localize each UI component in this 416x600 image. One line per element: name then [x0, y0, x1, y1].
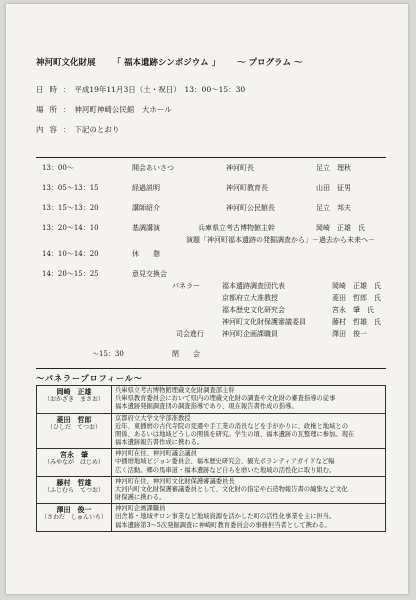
profile-desc-cell	[112, 386, 386, 414]
profile-line: 兵庫県教育委員会において県内の埋蔵文化財の調査や文化財の審査指導の従事	[115, 395, 336, 403]
date-value: 平成19年11月3日（土・祝日） 13：00～15：30	[74, 85, 246, 94]
schedule-item: 基調講演	[132, 224, 160, 232]
profile-kana: （さわだ しゅんいち）	[40, 514, 107, 522]
profile-row	[37, 386, 386, 414]
panel-member	[36, 294, 386, 306]
profile-name: 菱田 哲郎	[56, 414, 92, 424]
panel-member-role: 福本遺跡調査団代表	[222, 282, 285, 290]
schedule-row	[36, 184, 386, 198]
event-title: 「 福本遺跡シンポジウム 」	[112, 58, 221, 68]
panel-member	[36, 318, 386, 330]
panel-member-name: 藤村 哲雄 氏	[332, 318, 381, 326]
schedule-item: 経過説明	[132, 184, 160, 192]
panel-member-name: 澤田 俊一	[332, 330, 367, 338]
profile-kana: （ふじむら てつお）	[43, 486, 104, 494]
schedule-time: 14：10～14：20	[42, 250, 99, 258]
profile-name-cell	[37, 504, 112, 532]
schedule-item: 講師紹介	[132, 204, 160, 212]
date-line	[36, 84, 245, 95]
profile-line: 兵庫県立考古博物館埋蔵文化財調査部主幹	[115, 387, 235, 394]
schedule-name: 足立 理秋	[316, 164, 351, 172]
profile-line: 近年、東播磨の古代寺院の変遷や手工業の消長などを手がかりに、政権と地域との	[115, 422, 348, 430]
schedule-role: 兵庫県立考古博物館主幹	[198, 224, 275, 232]
profile-desc-cell	[112, 476, 386, 504]
schedule-role: 神河町長	[226, 164, 254, 172]
profile-line: 神河町企画課職員	[115, 505, 166, 513]
date-label: 日時：	[36, 85, 77, 94]
profile-row	[37, 413, 386, 449]
schedule-name: 足立 邦夫	[316, 204, 351, 212]
schedule-name: 山田 征男	[316, 184, 351, 192]
schedule-role: 神河町教育長	[226, 184, 268, 192]
profile-name-cell	[37, 386, 112, 414]
profile-table	[36, 385, 386, 532]
profile-name: 澤田 俊一	[56, 505, 92, 515]
content-label: 内容：	[36, 125, 77, 134]
profile-line: 大河内町文化財保護審議委員として、文化財の指定や石造物報告書の編集など文化	[115, 485, 348, 493]
schedule-table	[36, 157, 386, 369]
schedule-time: 13：20～14：10	[42, 224, 99, 232]
schedule-item: 閉 会	[172, 350, 200, 358]
program-heading: ～ プログラム ～	[237, 58, 303, 68]
profile-line: 神河町在住、神河町議会議員	[115, 450, 197, 458]
profile-name: 岡崎 正雄	[56, 387, 92, 396]
profile-line: 福本遺跡第3～5次発掘調査に神崎町教育委員会の事務担当者として携わる。	[115, 521, 331, 529]
profile-row	[37, 449, 386, 477]
schedule-item: 休 憩	[132, 250, 160, 258]
schedule-time: 14：20～15：25	[42, 270, 99, 278]
content-value: 下記のとおり	[74, 125, 120, 134]
panel-member-role: 神河町企画課職員	[222, 330, 278, 338]
profile-line: 中播磨地域ビジョン委員会、福本歴史研究会、観光ボランティアガイドなど幅	[115, 458, 335, 466]
panel-member-role: 神河町文化財保護審議委員	[222, 318, 306, 326]
profile-line: 神河町在住、神河町文化財保護審議委員長	[115, 477, 235, 485]
profile-line: 京都府立大学文学部准教授	[115, 414, 191, 422]
panel-member-name: 岡崎 正雄 氏	[332, 282, 381, 290]
profile-line: 福本遺跡発掘調査団の調査指導であり、現在報告書作成の指導。	[115, 403, 298, 411]
panel-member-name: 菱田 哲郎 氏	[332, 294, 381, 302]
place-value: 神河町神崎公民館 大ホール	[74, 105, 172, 114]
document-page	[6, 4, 408, 594]
schedule-time: 13：05～13：15	[42, 184, 99, 192]
panelist-label: パネラー	[172, 282, 200, 290]
place-line	[36, 104, 172, 115]
schedule-time: ～15：30	[92, 350, 124, 358]
profile-row	[37, 476, 386, 504]
panel-member	[36, 282, 386, 294]
panel-member-name: 宮永 肇 氏	[332, 306, 374, 314]
profile-line: 広く活動。郷の馬車道・福本遺跡など自らを磨いた地域の活性化に取り組む。	[115, 466, 336, 474]
organizer-name: 神河町文化財展	[36, 58, 96, 68]
place-label: 場所：	[36, 105, 77, 114]
profile-name-cell	[37, 476, 112, 504]
schedule-time: 13：00～	[42, 164, 74, 172]
schedule-row	[36, 236, 386, 250]
schedule-role: 神河町公民館長	[226, 204, 275, 212]
panel-member	[36, 330, 386, 342]
schedule-item: 開会あいさつ	[132, 164, 174, 172]
moderator-label: 司会進行	[176, 330, 204, 338]
panel-member-role: 福本歴史文化研究会	[222, 306, 285, 314]
profile-desc-cell	[112, 504, 386, 532]
profile-row	[37, 504, 386, 532]
schedule-row	[36, 204, 386, 218]
page-header	[36, 56, 316, 68]
schedule-row	[36, 250, 386, 264]
schedule-time: 13：15～13：20	[42, 204, 99, 212]
profile-desc-cell	[112, 413, 386, 449]
schedule-row	[36, 164, 386, 178]
profile-name-cell	[37, 449, 112, 477]
profile-section-title: ～パネラープロフィール～	[36, 373, 143, 383]
panel-member-role: 京都府立大准教授	[222, 294, 278, 302]
profile-name: 藤村 哲雄	[56, 477, 92, 487]
profile-kana: （みやなが はじめ）	[43, 459, 104, 467]
profile-line: 財保護に携わる。	[115, 494, 166, 502]
profile-line: 関係、あるいは地域どうしの関係を研究。学生の頃、福本遺跡の瓦整理に参加。現在	[115, 430, 355, 438]
schedule-name: 岡崎 正雄 氏	[316, 224, 365, 232]
content-line	[36, 124, 119, 135]
profile-kana: （おかざき まさお）	[43, 396, 104, 404]
schedule-row	[36, 350, 386, 364]
schedule-item: 意見交換会	[132, 270, 167, 278]
profile-name: 宮永 肇	[60, 450, 88, 460]
panel-member	[36, 306, 386, 318]
profile-name-cell	[37, 413, 112, 449]
profile-desc-cell	[112, 449, 386, 477]
profile-kana: （ひしだ てつお）	[46, 423, 101, 431]
profile-line: 田舎暮・地域サロン事業など地域資源を活かした町の活性化事業を主に担当。	[115, 513, 336, 521]
profile-line: 福本遺跡報告書作成に携わる。	[115, 439, 204, 447]
lecture-topic: 演題「神河町福本遺跡の発掘調査から」－過去から未来へ－	[186, 236, 375, 244]
